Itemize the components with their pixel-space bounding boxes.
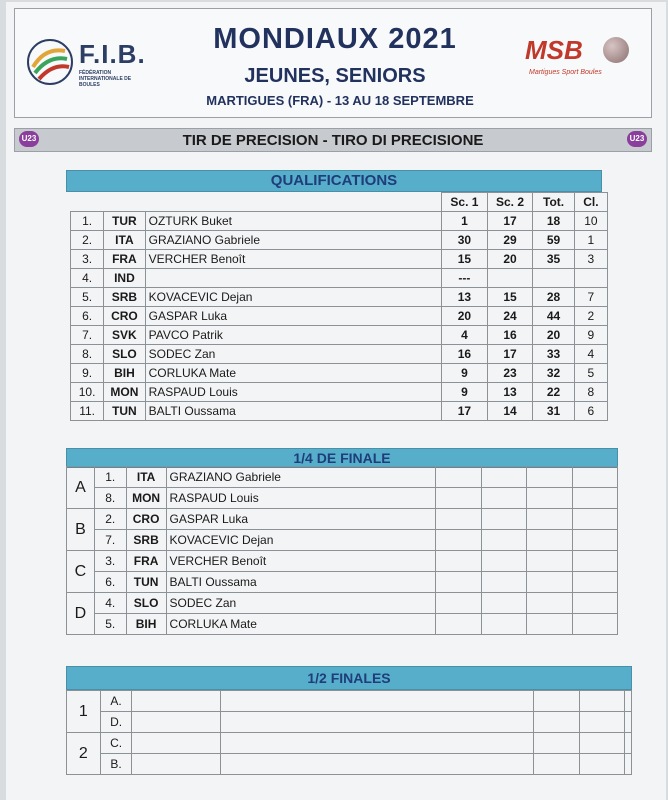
classement-cell: 2 [574,307,607,326]
score-cell [527,467,572,488]
table-row [71,326,608,345]
table-row [67,614,618,635]
player-name-cell: GRAZIANO Gabriele [166,467,436,488]
seed-cell: 8. [94,488,126,509]
nation-cell: CRO [126,509,166,530]
player-name-cell: VERCHER Benoît [145,250,441,269]
page-title: MONDIAUX 2021 [213,23,457,55]
column-header-sc1: Sc. 1 [442,193,488,212]
table-row [71,345,608,364]
score2-cell: 23 [487,364,533,383]
table-row [67,509,618,530]
qualifications-table [70,192,608,421]
seed-cell: 4. [94,593,126,614]
nation-cell: SLO [104,345,145,364]
slot-cell: B. [100,754,132,775]
score2-cell: 14 [487,402,533,421]
score-cell [436,530,481,551]
msb-title: MSB [525,35,583,65]
score1-cell: 9 [442,364,488,383]
player-name-cell: CORLUKA Mate [166,614,436,635]
nation-cell: FRA [126,551,166,572]
column-header-sc2: Sc. 2 [487,193,533,212]
total-cell [533,269,574,288]
total-cell: 22 [533,383,574,402]
seed-cell: 6. [94,572,126,593]
fib-logo-icon [25,37,75,87]
event-place: MARTIGUES (FRA) - 13 AU 18 SEPTEMBRE [206,93,474,108]
score2-cell: 29 [487,231,533,250]
score2-cell: 17 [487,212,533,231]
rank-cell: 8. [71,345,104,364]
fib-title: F.I.B. [79,39,146,69]
nation-cell: TUN [104,402,145,421]
seed-cell: 1. [94,467,126,488]
score-cell [481,551,526,572]
player-name-cell: KOVACEVIC Dejan [145,288,441,307]
table-row [67,691,632,712]
score-cell [572,467,617,488]
total-cell: 33 [533,345,574,364]
score-cell [572,572,617,593]
score2-cell: 15 [487,288,533,307]
score2-cell: 16 [487,326,533,345]
score-cell [579,691,624,712]
score1-cell: 4 [442,326,488,345]
player-name-cell: CORLUKA Mate [145,364,441,383]
classement-cell [574,269,607,288]
score1-cell: 9 [442,383,488,402]
total-cell: 20 [533,326,574,345]
score1-cell: 16 [442,345,488,364]
score-cell [527,488,572,509]
total-cell: 32 [533,364,574,383]
score-cell [527,593,572,614]
score-cell [527,530,572,551]
nation-cell: BIH [126,614,166,635]
score-cell [572,593,617,614]
column-header-cl: Cl. [574,193,607,212]
classement-cell: 10 [574,212,607,231]
table-row [71,402,608,421]
score-cell [625,712,632,733]
score2-cell: 17 [487,345,533,364]
total-cell: 35 [533,250,574,269]
score2-cell: 20 [487,250,533,269]
classement-cell: 6 [574,402,607,421]
classement-cell: 5 [574,364,607,383]
score-cell [481,593,526,614]
match-label-cell: B [67,509,95,551]
slot-cell: D. [100,712,132,733]
quarter-final-title: 1/4 DE FINALE [66,448,618,468]
table-row [67,488,618,509]
slot-cell: A. [100,691,132,712]
table-row [71,364,608,383]
event-title: TIR DE PRECISION - TIRO DI PRECISIONE [182,132,484,149]
total-cell: 31 [533,402,574,421]
score-cell [579,712,624,733]
score-cell [132,712,221,733]
fib-subtitle: FÉDÉRATION INTERNATIONALE DE BOULES [79,70,132,88]
classement-cell: 9 [574,326,607,345]
score1-cell: 13 [442,288,488,307]
score-cell [436,572,481,593]
score2-cell: 24 [487,307,533,326]
player-name-cell: OZTURK Buket [145,212,441,231]
score-cell [572,530,617,551]
score-cell [625,691,632,712]
table-row [71,212,608,231]
score-cell [527,509,572,530]
semi-final-title: 1/2 FINALES [66,666,632,690]
score2-cell [487,269,533,288]
table-row [67,733,632,754]
player-name-cell [145,269,441,288]
column-header-tot: Tot. [533,193,574,212]
score-cell [481,530,526,551]
score-cell [436,509,481,530]
table-row [71,231,608,250]
total-cell: 59 [533,231,574,250]
player-name-cell: VERCHER Benoît [166,551,436,572]
score-cell [436,614,481,635]
rank-cell: 10. [71,383,104,402]
nation-cell: MON [126,488,166,509]
header-blank [145,193,441,212]
score-cell [132,754,221,775]
score-cell [579,754,624,775]
nation-cell: BIH [104,364,145,383]
slot-cell: C. [100,733,132,754]
score-cell [572,509,617,530]
player-name-cell: SODEC Zan [145,345,441,364]
score-cell [579,733,624,754]
match-label-cell: A [67,467,95,509]
match-label-cell: D [67,593,95,635]
table-row [71,383,608,402]
nation-cell: ITA [104,231,145,250]
seed-cell: 5. [94,614,126,635]
score1-cell: 15 [442,250,488,269]
total-cell: 28 [533,288,574,307]
score1-cell: 30 [442,231,488,250]
table-row [67,754,632,775]
rank-cell: 1. [71,212,104,231]
nation-cell: TUR [104,212,145,231]
match-label-cell: 1 [67,691,101,733]
rank-cell: 9. [71,364,104,383]
classement-cell: 3 [574,250,607,269]
player-name-cell: GASPAR Luka [166,509,436,530]
score-cell [436,593,481,614]
table-row [71,307,608,326]
rank-cell: 4. [71,269,104,288]
rank-cell: 2. [71,231,104,250]
nation-cell: CRO [104,307,145,326]
table-row [71,250,608,269]
score-cell [534,712,579,733]
table-row [71,288,608,307]
score-cell [481,488,526,509]
score1-cell: --- [442,269,488,288]
semi-final-table [66,690,632,775]
nation-cell: SLO [126,593,166,614]
results-sheet [6,2,666,800]
player-name-cell: RASPAUD Louis [145,383,441,402]
score-cell [221,733,534,754]
classement-cell: 4 [574,345,607,364]
nation-cell: MON [104,383,145,402]
score-cell [572,614,617,635]
msb-subtitle: Martigues Sport Boules [529,69,602,76]
page-subtitle: JEUNES, SENIORS [244,65,426,87]
table-row [71,269,608,288]
classement-cell: 1 [574,231,607,250]
rank-cell: 3. [71,250,104,269]
table-row [67,530,618,551]
nation-cell: ITA [126,467,166,488]
nation-cell: SRB [104,288,145,307]
total-cell: 44 [533,307,574,326]
u23-badge-left: U23 [19,131,39,147]
header-blank [71,193,104,212]
classement-cell: 7 [574,288,607,307]
boule-icon [603,37,629,63]
score-cell [572,551,617,572]
player-name-cell: GASPAR Luka [145,307,441,326]
player-name-cell: KOVACEVIC Dejan [166,530,436,551]
score-cell [534,691,579,712]
player-name-cell: SODEC Zan [166,593,436,614]
seed-cell: 2. [94,509,126,530]
nation-cell: IND [104,269,145,288]
event-bar [14,128,652,152]
score-cell [221,754,534,775]
nation-cell: TUN [126,572,166,593]
nation-cell: FRA [104,250,145,269]
score-cell [221,712,534,733]
score-cell [481,614,526,635]
score-cell [625,754,632,775]
player-name-cell: BALTI Oussama [166,572,436,593]
score-cell [625,733,632,754]
score1-cell: 17 [442,402,488,421]
seed-cell: 7. [94,530,126,551]
score-cell [481,467,526,488]
rank-cell: 5. [71,288,104,307]
qualifications-title: QUALIFICATIONS [66,170,602,192]
table-row [67,551,618,572]
score-cell [572,488,617,509]
player-name-cell: RASPAUD Louis [166,488,436,509]
score2-cell: 13 [487,383,533,402]
score-cell [481,572,526,593]
player-name-cell: BALTI Oussama [145,402,441,421]
score-cell [436,551,481,572]
score-cell [527,551,572,572]
score-cell [481,509,526,530]
rank-cell: 7. [71,326,104,345]
player-name-cell: GRAZIANO Gabriele [145,231,441,250]
score1-cell: 20 [442,307,488,326]
total-cell: 18 [533,212,574,231]
score-cell [132,691,221,712]
classement-cell: 8 [574,383,607,402]
seed-cell: 3. [94,551,126,572]
score-cell [534,754,579,775]
nation-cell: SRB [126,530,166,551]
score-cell [436,467,481,488]
table-row [67,593,618,614]
u23-badge-right: U23 [627,131,647,147]
match-label-cell: 2 [67,733,101,775]
qualifications-header-row [71,193,608,212]
match-label-cell: C [67,551,95,593]
score-cell [527,572,572,593]
player-name-cell: PAVCO Patrik [145,326,441,345]
score-cell [527,614,572,635]
score-cell [221,691,534,712]
rank-cell: 6. [71,307,104,326]
rank-cell: 11. [71,402,104,421]
msb-logo [525,35,643,85]
table-row [67,572,618,593]
table-row [67,712,632,733]
quarter-final-table [66,466,618,635]
header-blank [104,193,145,212]
score-cell [132,733,221,754]
header-box [14,8,652,118]
score-cell [436,488,481,509]
score-cell [534,733,579,754]
score1-cell: 1 [442,212,488,231]
table-row [67,467,618,488]
nation-cell: SVK [104,326,145,345]
